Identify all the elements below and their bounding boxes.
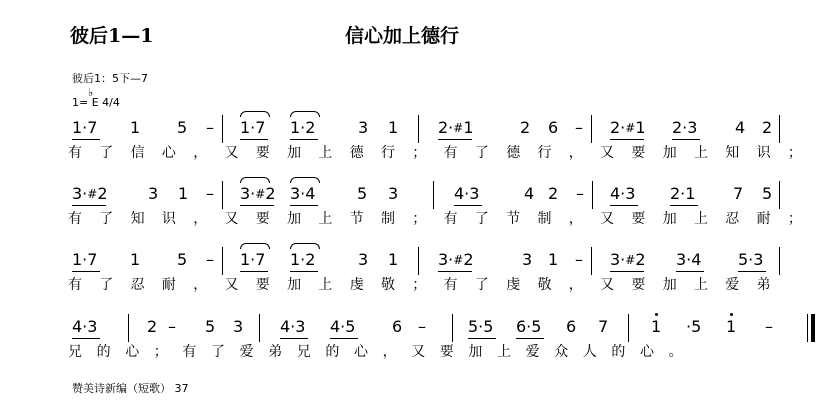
note: 1·7 (72, 118, 98, 137)
lyric-char: ， (568, 211, 583, 227)
lyric-char: ； (412, 211, 427, 227)
final-bar-line (811, 314, 815, 342)
note: 2·#1 (610, 118, 646, 137)
lyric-char: 耐 (161, 277, 176, 293)
note: 3·#2 (610, 250, 646, 269)
note: 3·#2 (72, 184, 108, 203)
note: – (765, 317, 773, 336)
beat-underline (72, 271, 100, 272)
lyric-char: 的 (96, 344, 111, 360)
note: 3 (388, 184, 399, 203)
lyric-char: ； (412, 277, 427, 293)
lyric-char: 识 (161, 211, 176, 227)
note: 2·1 (670, 184, 696, 203)
lyric-char: 心 (125, 344, 140, 360)
lyric-char: 信 (130, 145, 145, 161)
lyric-char: 有 (68, 211, 82, 227)
lyric-char: 制 (381, 211, 395, 227)
lyric-char: ； (787, 145, 802, 161)
lyric-char: 上 (694, 211, 708, 227)
lyric-char: 有 (443, 145, 458, 161)
score-row-3 (0, 249, 825, 309)
lyric-char: 众 (554, 344, 569, 360)
lyric-char: ， (382, 344, 397, 360)
bar-line (592, 181, 593, 209)
note: 5·3 (738, 250, 764, 269)
flat-sign-icon: ♭ (88, 86, 94, 99)
beat-underline (290, 139, 318, 140)
lyric-char: 识 (756, 145, 771, 161)
note: 4 (524, 184, 535, 203)
note: 7 (598, 317, 609, 336)
note: – (206, 250, 214, 269)
note: 3 (522, 250, 533, 269)
lyric-char: ； (787, 211, 802, 227)
beat-underline (610, 139, 644, 140)
note: 5 (177, 250, 188, 269)
lyric-char: 有 (68, 145, 82, 161)
note: 1·7 (240, 118, 266, 137)
note: – (206, 118, 214, 137)
note: 1·2 (290, 118, 316, 137)
beat-underline (240, 271, 268, 272)
lyric-char: 德 (506, 145, 521, 161)
lyric-char: 节 (506, 211, 521, 227)
bar-line (222, 115, 223, 143)
lyric-char: ， (568, 277, 583, 293)
scripture-reference: 彼后1：5下—7 (72, 72, 148, 85)
note: – (575, 250, 583, 269)
note: 3·#2 (438, 250, 474, 269)
lyric-char: 要 (439, 344, 454, 360)
note: 6·5 (516, 317, 542, 336)
lyric-char: 兄 (296, 344, 311, 360)
lyric-char: ； (153, 344, 168, 360)
lyric-char: 行 (381, 145, 395, 161)
beat-underline (240, 205, 274, 206)
bar-line (433, 181, 434, 209)
lyric-char: 又 (411, 344, 426, 360)
slur-mark (290, 177, 320, 183)
note: – (575, 118, 583, 137)
beat-underline (454, 205, 482, 206)
note: – (576, 184, 584, 203)
lyric-char: 加 (287, 277, 302, 293)
lyric-char: 了 (474, 145, 489, 161)
beat-underline (468, 338, 496, 339)
lyric-char: 加 (662, 277, 677, 293)
lyric-char: 节 (349, 211, 364, 227)
beat-underline (438, 139, 472, 140)
lyric-char: 爱 (525, 344, 540, 360)
note: 2 (762, 118, 773, 137)
note: – (206, 184, 214, 203)
score-row-2 (0, 183, 825, 243)
note: 6 (548, 118, 559, 137)
bar-line (628, 314, 629, 342)
note: 5·5 (468, 317, 494, 336)
lyric-char: 敬 (381, 277, 395, 293)
note: 1·7 (240, 250, 266, 269)
lyric-char: 弟 (756, 277, 771, 293)
lyric-char: 弟 (268, 344, 283, 360)
lyric-char: 加 (662, 211, 677, 227)
note: 3·4 (676, 250, 702, 269)
note: 5 (177, 118, 188, 137)
lyric-char: ， (193, 145, 208, 161)
slur-mark (290, 111, 320, 117)
bar-line (591, 115, 592, 143)
score-row-1 (0, 117, 825, 177)
lyric-char: 制 (537, 211, 552, 227)
lyric-char: ， (193, 211, 208, 227)
lyric-char: 行 (537, 145, 552, 161)
lyric-char: 有 (443, 211, 458, 227)
note: 3·#2 (240, 184, 276, 203)
lyric-char: 又 (600, 145, 615, 161)
song-title: 信心加上德行 (345, 25, 460, 47)
note: 7 (733, 184, 744, 203)
lyric-char: 虔 (506, 277, 521, 293)
beat-underline (72, 338, 100, 339)
lyric-char: 加 (287, 145, 302, 161)
bar-line (222, 247, 223, 275)
lyric-char: 有 (182, 344, 197, 360)
note: 1·7 (72, 250, 98, 269)
lyric-char: ； (412, 145, 427, 161)
header-left-title: 彼后1—1 (70, 25, 154, 47)
note: 3 (358, 250, 369, 269)
beat-underline (738, 271, 766, 272)
lyric-char: 了 (474, 277, 489, 293)
bar-line (779, 115, 780, 143)
note: 4 (735, 118, 746, 137)
note: 1 (130, 250, 141, 269)
lyric-char: 人 (582, 344, 597, 360)
lyric-char: 的 (611, 344, 626, 360)
beat-underline (672, 139, 700, 140)
slur-mark (240, 177, 270, 183)
lyric-char: 心 (354, 344, 368, 360)
lyric-char: 心 (640, 344, 654, 360)
lyric-char: 要 (631, 145, 646, 161)
note: 1 (388, 118, 399, 137)
lyric-char: 耐 (756, 211, 771, 227)
lyric-char: 忍 (725, 211, 740, 227)
note: 2 (548, 184, 559, 203)
lyric-char: 敬 (537, 277, 552, 293)
beat-underline (330, 338, 358, 339)
note: – (168, 317, 176, 336)
lyric-char: 德 (349, 145, 364, 161)
lyric-char: 虔 (349, 277, 364, 293)
lyric-char: 要 (631, 277, 646, 293)
note: 4·3 (72, 317, 98, 336)
beat-underline (676, 271, 704, 272)
lyric-char: 上 (694, 277, 708, 293)
lyric-char: 知 (725, 145, 740, 161)
lyric-char: 了 (211, 344, 225, 360)
beat-underline (610, 205, 638, 206)
bar-line (452, 314, 453, 342)
note: 6 (566, 317, 577, 336)
beat-underline (72, 139, 100, 140)
note: 4·3 (610, 184, 636, 203)
lyric-char: 的 (325, 344, 340, 360)
bar-line (222, 181, 223, 209)
bar-line (128, 314, 129, 342)
bar-line (807, 314, 808, 342)
lyric-char: 加 (287, 211, 302, 227)
bar-line (591, 247, 592, 275)
note: 5 (762, 184, 773, 203)
note: 2·3 (672, 118, 698, 137)
note: – (418, 317, 426, 336)
lyric-char: 忍 (130, 277, 145, 293)
beat-underline (516, 338, 544, 339)
note: 1 (388, 250, 399, 269)
bar-line (779, 247, 780, 275)
note: 1 (178, 184, 189, 203)
lyric-char: 上 (318, 277, 333, 293)
note: 1 (726, 317, 737, 336)
lyric-char: 了 (99, 145, 114, 161)
lyric-char: 上 (694, 145, 708, 161)
beat-underline (72, 205, 106, 206)
note: 1 (548, 250, 559, 269)
note: 3 (148, 184, 159, 203)
beat-underline (280, 338, 308, 339)
slur-mark (290, 243, 320, 249)
lyric-char: 要 (255, 211, 270, 227)
beat-underline (290, 205, 318, 206)
lyric-char: 上 (497, 344, 511, 360)
note: 5 (357, 184, 368, 203)
note: 3·4 (290, 184, 316, 203)
note: 1·2 (290, 250, 316, 269)
bar-line (418, 247, 419, 275)
lyric-char: 上 (318, 211, 333, 227)
bar-line (259, 314, 260, 342)
lyric-char: 要 (255, 277, 270, 293)
note: 1 (130, 118, 141, 137)
lyric-char: 了 (99, 211, 114, 227)
note: ·5 (686, 317, 702, 336)
lyric-char: ， (193, 277, 208, 293)
beat-underline (290, 271, 318, 272)
score-row-4 (0, 316, 825, 376)
bar-line (418, 115, 419, 143)
lyric-char: 要 (631, 211, 646, 227)
note: 4·3 (454, 184, 480, 203)
lyric-char: 了 (474, 211, 489, 227)
note: 2 (520, 118, 531, 137)
lyric-char: 了 (99, 277, 114, 293)
lyric-char: 有 (443, 277, 458, 293)
note: 3 (358, 118, 369, 137)
slur-mark (240, 111, 270, 117)
lyric-char: 加 (662, 145, 677, 161)
lyric-char: 又 (224, 277, 239, 293)
note: 4·3 (280, 317, 306, 336)
note: 2 (147, 317, 158, 336)
lyric-char: 知 (130, 211, 145, 227)
note: 2·#1 (438, 118, 474, 137)
lyric-char: 上 (318, 145, 333, 161)
beat-underline (670, 205, 698, 206)
octave-dot (730, 313, 733, 316)
lyric-char: 又 (600, 277, 615, 293)
lyric-char: 爱 (725, 277, 740, 293)
beat-underline (438, 271, 472, 272)
note: 4·5 (330, 317, 356, 336)
lyric-char: 。 (668, 344, 683, 360)
beat-underline (610, 271, 644, 272)
lyric-char: 心 (161, 145, 176, 161)
key-signature: 1= E 4/4 (72, 96, 120, 109)
slur-mark (240, 243, 270, 249)
lyric-char: 加 (468, 344, 483, 360)
lyric-char: 有 (68, 277, 82, 293)
octave-dot (655, 313, 658, 316)
beat-underline (240, 139, 268, 140)
lyric-char: 爱 (239, 344, 254, 360)
lyric-char: 又 (224, 145, 239, 161)
lyric-char: 又 (600, 211, 615, 227)
note: 1 (651, 317, 662, 336)
lyric-char: ， (568, 145, 583, 161)
bar-line (779, 181, 780, 209)
lyric-char: 又 (224, 211, 239, 227)
note: 3 (233, 317, 244, 336)
note: 6 (392, 317, 403, 336)
note: 5 (205, 317, 216, 336)
lyric-char: 兄 (68, 344, 82, 360)
source-footer: 赞美诗新编（短歌） 37 (72, 382, 189, 395)
lyric-char: 要 (255, 145, 270, 161)
